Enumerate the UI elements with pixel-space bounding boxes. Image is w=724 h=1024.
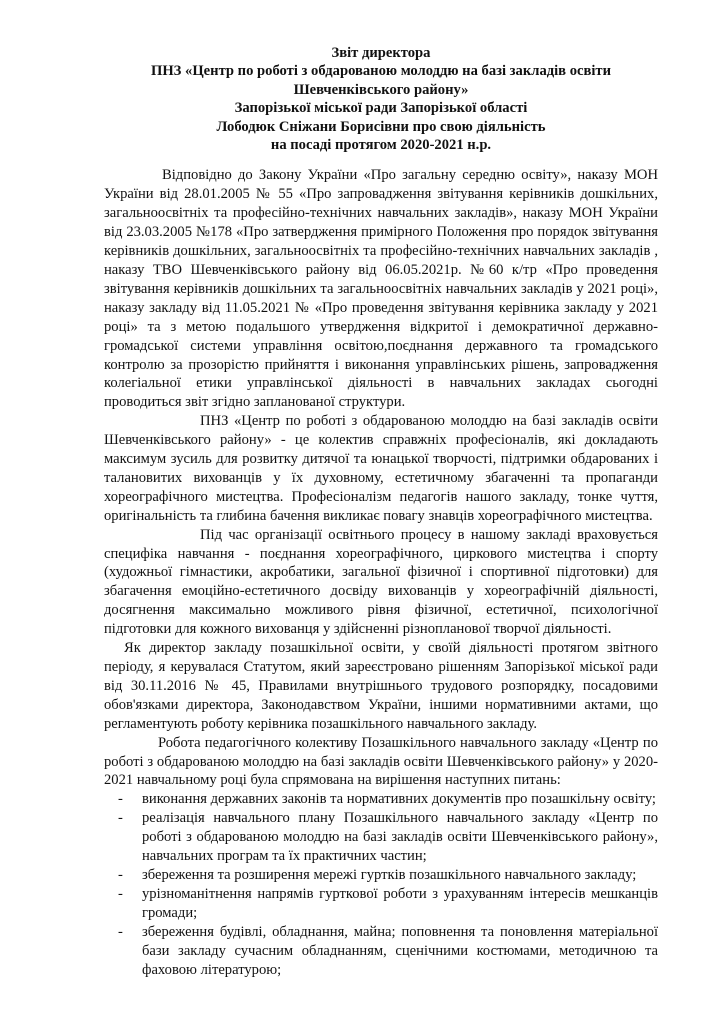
title-line-4: Запорізької міської ради Запорізької області xyxy=(234,100,528,117)
list-item-text: реалізація навчального плану Позашкільного навчального закладу «Центр по роботі з обдарованою молоддю на базі закладів освіти Шевченківського району», навчальних програм та їх практичних частин; xyxy=(142,810,658,865)
paragraph-specifics: Під час організації освітнього процесу в нашому закладі враховується специфіка навчання - поєднання хореографічного, циркового мистецтва і спорту (художньої гімнастики, акробатики, загальної фізичної і спортивної підготовки) для збагачення емоційно-естетичного досвіду вихованців у хореографічній діяльності, досягнення максимально можливого рівня фізичної, естетичної, психологічної підготовки для кожного вихованця у здійсненні різнопланової творчої діяльності. xyxy=(104,526,658,638)
title-line-1: Звіт директора xyxy=(331,45,431,61)
bullet-dash: - xyxy=(118,885,123,902)
title-line-2: ПНЗ «Центр по роботі з обдарованою молоддю на базі закладів освіти xyxy=(150,63,611,80)
list-item-text: збереження та розширення мережі гуртків позашкільного навчального закладу; xyxy=(142,866,637,883)
list-item-text: збереження будівлі, обладнання, майна; поповнення та поновлення матеріальної бази закладу сучасним обладнанням, сценічними костюмами, методичною та фаховою літературою; xyxy=(142,923,658,978)
bullet-dash: - xyxy=(118,791,123,808)
list-item xyxy=(104,923,658,980)
bullet-dash: - xyxy=(118,810,123,827)
report-body xyxy=(104,166,658,979)
list-item-text: виконання державних законів та нормативних документів про позашкільну освіту; xyxy=(142,791,656,808)
paragraph-team: ПНЗ «Центр по роботі з обдарованою молоддю на базі закладів освіти Шевченківського району» - це колектив справжніх професіоналів, які докладають максимум зусиль для розвитку дитячої та юнацької творчості, підтримки обдарованих і талановитих вихованців у їх духовному, естетичному збагаченні та пропаганди хореографічного мистецтва. Професіоналізм педагогів нашого закладу, тонке чуття, оригінальність та глибина бачення викликає повагу знавців хореографічного мистецтва. xyxy=(104,413,658,524)
list-item-text: урізноманітнення напрямів гурткової роботи з урахуванням інтересів мешканців громади; xyxy=(142,885,658,921)
list-item xyxy=(104,866,658,885)
bullet-dash: - xyxy=(118,923,123,940)
report-title xyxy=(104,44,658,154)
paragraph-director-activity: Як директор закладу позашкільної освіти, у своїй діяльності протягом звітного періоду, я керувалася Статутом, який зареєстровано рішенням Запорізької міської ради від 30.11.2016 № 45, Правилами внутрішнього трудового розпорядку, посадовими обов'язками директора, Законодавством України, іншими нормативними актами, що регламентують роботу керівника позашкільного навчального закладу. xyxy=(104,640,658,732)
paragraph-legal-basis: Відповідно до Закону України «Про загальну середню освіту», наказу МОН України від 28.01.2005 № 55 «Про запровадження звітування керівників дошкільних, загальноосвітніх та професійно-технічних навчальних закладів», наказу МОН України від 23.03.2005 №178 «Про затвердження примірного Положення про порядок звітування керівників дошкільних, загальноосвітніх та професійно-технічних навчальних закладів , наказу ТВО Шевченківського району від 06.05.2021р. №60 к/тр «Про проведення звітування керівників дошкільних та загальноосвітніх навчальних закладів у 2021 році», наказу закладу від 11.05.2021 № «Про проведення звітування керівника закладу у 2021 році» та з метою подальшого утвердження відкритої і демократичної державно- громадської системи управління освітою,поєднання державного та громадського контролю за прозорістю прийняття і виконання управлінських рішень, запровадження колегіальної етики управлінської діяльності в навчальних закладах сьогодні проводиться звіт згідно запланованої структури. xyxy=(104,167,658,411)
list-item xyxy=(104,809,658,866)
list-item xyxy=(104,885,658,923)
title-line-5: Лободюк Сніжани Борисівни про свою діяльність xyxy=(216,118,546,135)
bullet-dash: - xyxy=(118,866,123,883)
task-list xyxy=(104,790,658,979)
title-line-6: на посаді протягом 2020-2021 н.р. xyxy=(270,137,492,154)
title-line-3: Шевченківського району» xyxy=(293,81,469,98)
paragraph-work-directions: Робота педагогічного колективу Позашкільного навчального закладу «Центр по роботі з обдарованою молоддю на базі закладів освіти Шевченківського району» у 2020-2021 навчальному році була спрямована на вирішення наступних питань: xyxy=(104,734,658,789)
list-item xyxy=(104,790,658,809)
